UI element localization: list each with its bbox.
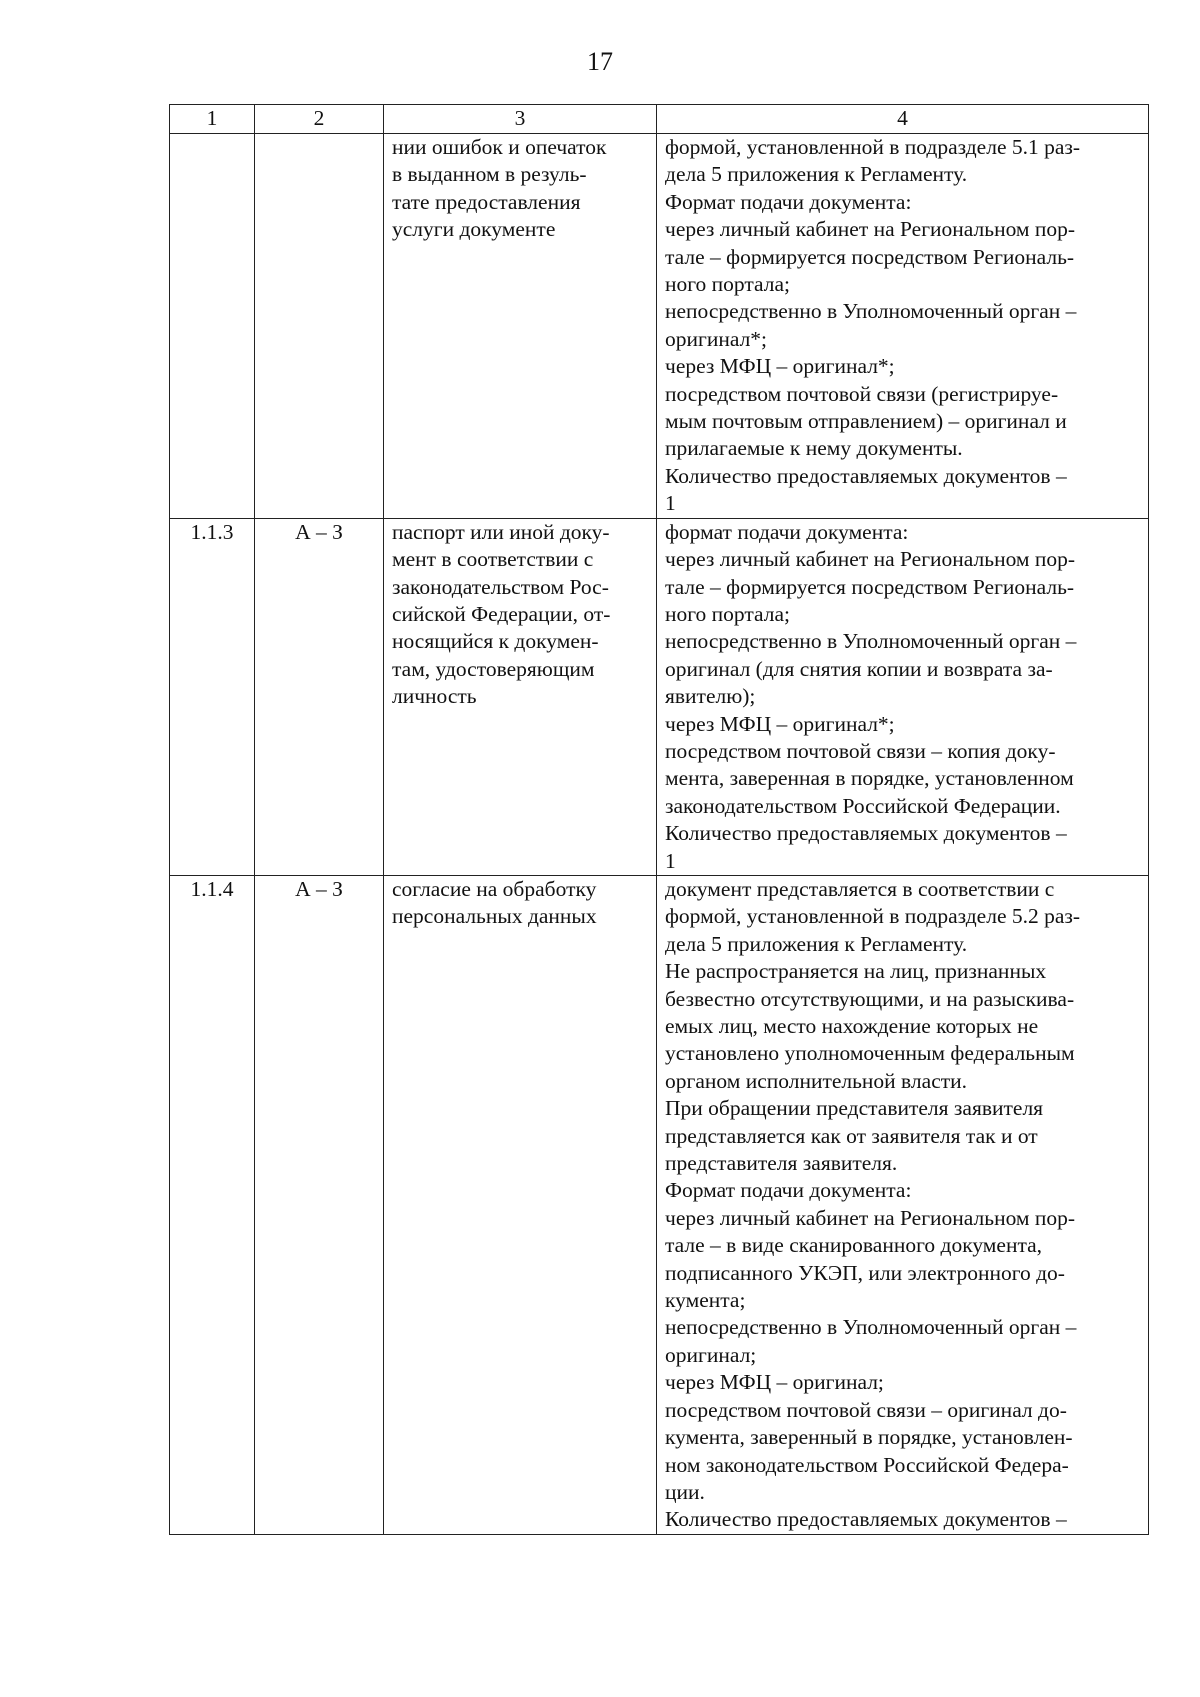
document-name-line: сийской Федерации, от- (392, 601, 611, 626)
column-header-3: 3 (384, 105, 657, 134)
requirements-line: мым почтовым отправлением) – оригинал и (665, 409, 1067, 434)
table-row (170, 518, 1149, 875)
table-body (170, 134, 1149, 1535)
document-name-line: там, удостоверяющим (392, 656, 595, 681)
requirements-line: ного портала; (665, 601, 791, 626)
requirements-line: документ представляется в соответствии с (665, 876, 1055, 901)
requirements-line: 1 (665, 848, 676, 873)
requirements-line: формой, установленной в подразделе 5.1 раз- (665, 135, 1081, 159)
document-name-cell (384, 518, 657, 875)
document-name-line: в выданном в резуль- (392, 162, 587, 187)
document-name-line: услуги документе (392, 217, 556, 242)
requirements-line: через личный кабинет на Региональном пор- (665, 1205, 1076, 1230)
requirements-line: 1 (665, 491, 676, 516)
document-name-line: согласие на обработку (392, 876, 597, 901)
requirements-line: органом исполнительной власти. (665, 1068, 968, 1093)
table-row (170, 134, 1149, 519)
requirements-line: ного портала; (665, 272, 791, 297)
column-header-4: 4 (657, 105, 1149, 134)
requirements-line: безвестно отсутствующими, и на разыскива- (665, 986, 1075, 1011)
requirements-line: посредством почтовой связи (регистрируе- (665, 381, 1059, 406)
document-name-line: паспорт или иной доку- (392, 519, 610, 544)
document-name-line: нии ошибок и опечаток (392, 135, 607, 159)
document-name-cell (384, 875, 657, 1534)
table-row (170, 875, 1149, 1534)
requirements-line: непосредственно в Уполномоченный орган – (665, 629, 1077, 654)
document-name-line: законодательством Рос- (392, 574, 609, 599)
document-name-line: личность (392, 684, 477, 709)
requirements-line: через МФЦ – оригинал; (665, 1370, 884, 1395)
requirements-line: представителя заявителя. (665, 1151, 898, 1176)
requirements-cell (657, 134, 1149, 519)
requirements-line: оригинал (для снятия копии и возврата за- (665, 656, 1053, 681)
requirements-line: формой, установленной в подразделе 5.2 раз- (665, 904, 1081, 929)
requirements-line: через МФЦ – оригинал*; (665, 354, 895, 379)
column-header-2: 2 (255, 105, 384, 134)
category-cell: А – З (255, 875, 384, 1534)
requirements-cell (657, 875, 1149, 1534)
requirements-line: формат подачи документа: (665, 519, 909, 544)
requirements-line: ции. (665, 1479, 705, 1504)
requirements-line: Количество предоставляемых документов – (665, 463, 1067, 488)
requirements-line: через личный кабинет на Региональном пор- (665, 217, 1076, 242)
requirements-line: подписанного УКЭП, или электронного до- (665, 1260, 1065, 1285)
document-name-line: носящийся к докумен- (392, 629, 599, 654)
requirements-line: прилагаемые к нему документы. (665, 436, 963, 461)
requirements-line: непосредственно в Уполномоченный орган – (665, 1315, 1077, 1340)
column-header-1: 1 (170, 105, 255, 134)
requirements-line: дела 5 приложения к Регламенту. (665, 931, 968, 956)
requirements-line: мента, заверенная в порядке, установленном (665, 766, 1074, 791)
requirements-cell (657, 518, 1149, 875)
requirements-line: емых лиц, место нахождение которых не (665, 1014, 1039, 1038)
requirements-line: представляется как от заявителя так и от (665, 1123, 1038, 1148)
requirements-line: Не распространяется на лиц, признанных (665, 959, 1047, 984)
requirements-line: через МФЦ – оригинал*; (665, 711, 895, 736)
requirements-line: Формат подачи документа: (665, 1178, 912, 1203)
requirements-line: оригинал*; (665, 326, 768, 351)
category-cell (255, 134, 384, 519)
requirements-line: тале – в виде сканированного документа, (665, 1233, 1043, 1258)
page-number: 17 (587, 47, 613, 76)
requirements-table (169, 104, 1149, 1535)
requirements-line: дела 5 приложения к Регламенту. (665, 162, 968, 187)
requirements-line: кумента; (665, 1288, 746, 1313)
requirements-line: тале – формируется посредством Региональ- (665, 244, 1075, 269)
document-name-line: персональных данных (392, 904, 597, 929)
document-name-line: тате предоставления (392, 189, 581, 214)
requirements-line: Количество предоставляемых документов – (665, 1507, 1067, 1532)
requirements-line: тале – формируется посредством Региональ- (665, 574, 1075, 599)
requirements-line: через личный кабинет на Региональном пор- (665, 547, 1076, 572)
requirements-line: установлено уполномоченным федеральным (665, 1041, 1075, 1066)
document-name-cell (384, 134, 657, 519)
requirements-line: Формат подачи документа: (665, 189, 912, 214)
document-name-line: мент в соответствии с (392, 547, 594, 572)
requirements-line: При обращении представителя заявителя (665, 1096, 1044, 1121)
requirements-line: законодательством Российской Федерации. (665, 793, 1061, 818)
requirements-line: явителю); (665, 684, 756, 709)
requirements-line: ном законодательством Российской Федера- (665, 1452, 1069, 1477)
requirements-line: оригинал; (665, 1342, 757, 1367)
requirements-line: Количество предоставляемых документов – (665, 821, 1067, 846)
requirements-line: непосредственно в Уполномоченный орган – (665, 299, 1077, 324)
table-header-row (170, 105, 1149, 134)
requirements-line: посредством почтовой связи – копия доку- (665, 738, 1056, 763)
row-number-cell: 1.1.3 (170, 518, 255, 875)
row-number-cell (170, 134, 255, 519)
category-cell: А – З (255, 518, 384, 875)
requirements-line: посредством почтовой связи – оригинал до- (665, 1397, 1067, 1422)
row-number-cell: 1.1.4 (170, 875, 255, 1534)
requirements-line: кумента, заверенный в порядке, установлен- (665, 1425, 1073, 1450)
